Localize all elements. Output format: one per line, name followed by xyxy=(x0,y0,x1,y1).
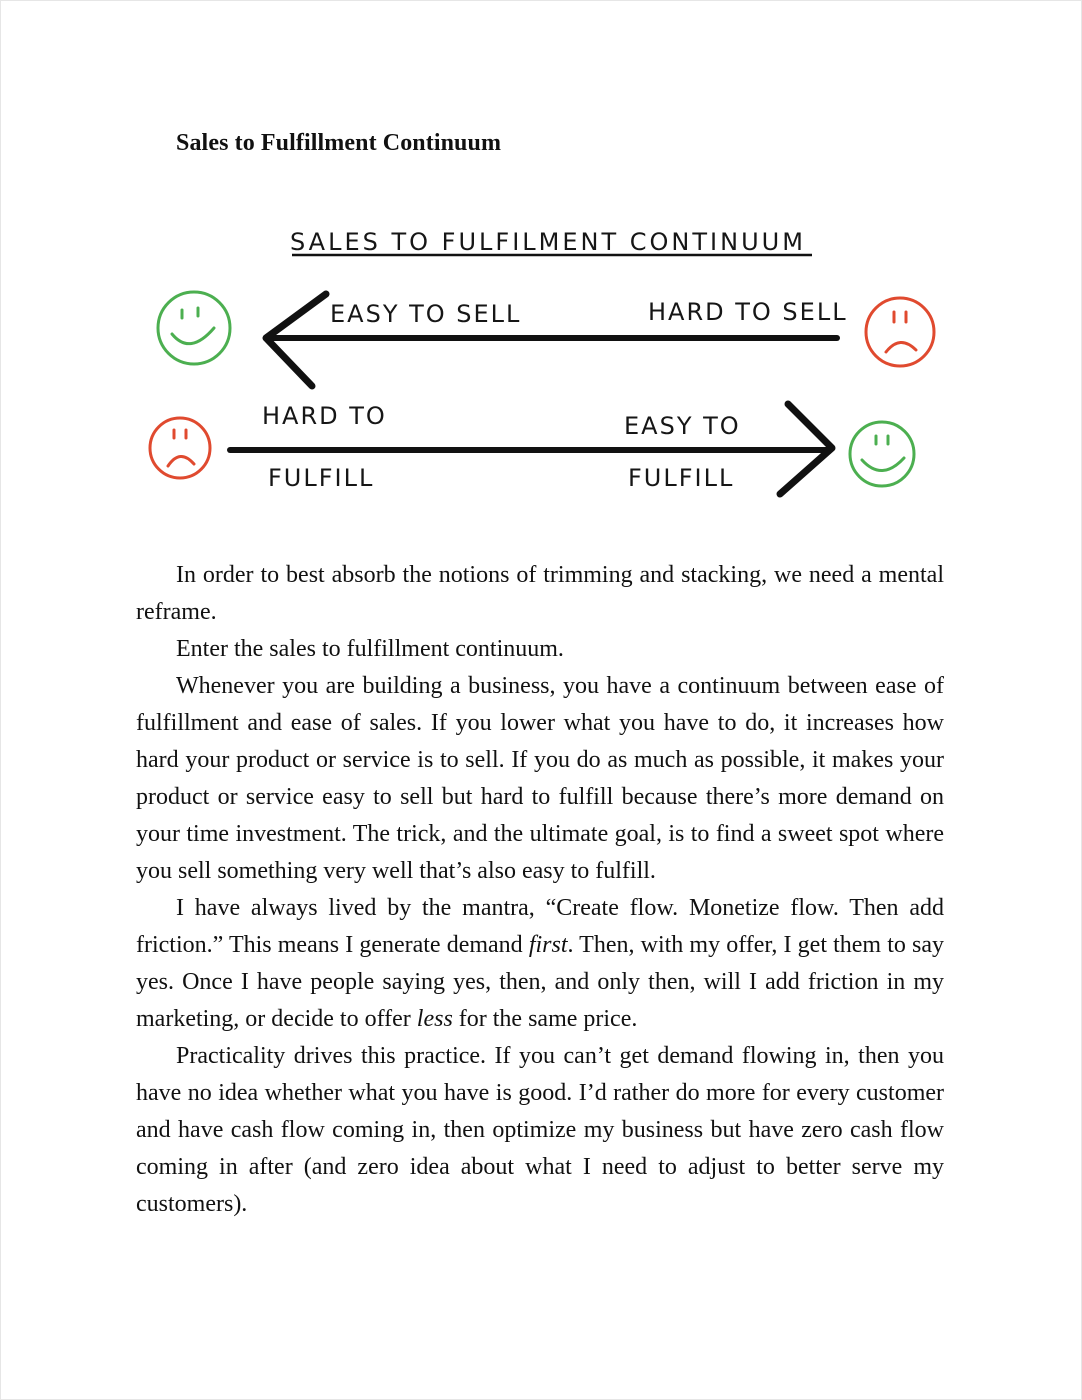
bottom-right-label-line2: FULFILL xyxy=(628,464,735,492)
emphasis-first: first xyxy=(528,932,568,958)
emphasis-less: less xyxy=(416,1006,453,1032)
bottom-left-label-line2: FULFILL xyxy=(268,464,375,492)
diagram-title: SALES TO FULFILMENT CONTINUUM xyxy=(290,228,806,256)
paragraph-5: Practicality drives this practice. If you can’t get demand flowing in, then you have no idea whether what you have is good. I’d rather do more for every customer and have cash flow coming in, then optimize my business but have zero cash flow coming in after (and zero idea about what I need to adjust to better serve my customers). xyxy=(136,1043,944,1217)
paragraph-3: Whenever you are building a business, you have a continuum between ease of fulfillment and ease of sales. If you lower what you have to do, it increases how hard your product or service is to sell. If you do as much as possible, it makes your product or service easy to sell but hard to fulfill because there’s more demand on your time investment. The trick, and the ultimate goal, is to find a sweet spot where you sell something very well that’s also easy to fulfill. xyxy=(136,673,944,884)
paragraph-4-part-a: I have always lived by the mantra, “Create flow. Monetize flow. Then add friction.” This means I generate demand xyxy=(136,895,944,958)
paragraph-2: Enter the sales to fulfillment continuum. xyxy=(176,636,564,662)
paragraph-4 xyxy=(136,890,944,1038)
sad-face-icon xyxy=(150,418,210,478)
continuum-diagram xyxy=(140,210,940,520)
body-text xyxy=(136,557,944,1223)
paragraph-1: In order to best absorb the notions of trimming and stacking, we need a mental reframe. xyxy=(136,562,944,625)
paragraph-4-part-c: . Then, with my offer, I get them to say yes. Once I have people saying yes, then, and only then, will I add friction in my marketing, or decide to offer xyxy=(136,932,944,1032)
bottom-left-label-line1: HARD TO xyxy=(262,402,387,430)
top-left-label: EASY TO SELL xyxy=(330,300,522,328)
section-heading: Sales to Fulfillment Continuum xyxy=(176,130,502,156)
top-right-label: HARD TO SELL xyxy=(648,298,848,326)
sad-face-icon xyxy=(866,298,934,366)
happy-face-icon xyxy=(158,292,230,364)
bottom-right-label-line1: EASY TO xyxy=(624,412,741,440)
continuum-diagram-svg xyxy=(140,210,940,520)
happy-face-icon xyxy=(850,422,914,486)
paragraph-4-part-e: for the same price. xyxy=(452,1006,638,1032)
